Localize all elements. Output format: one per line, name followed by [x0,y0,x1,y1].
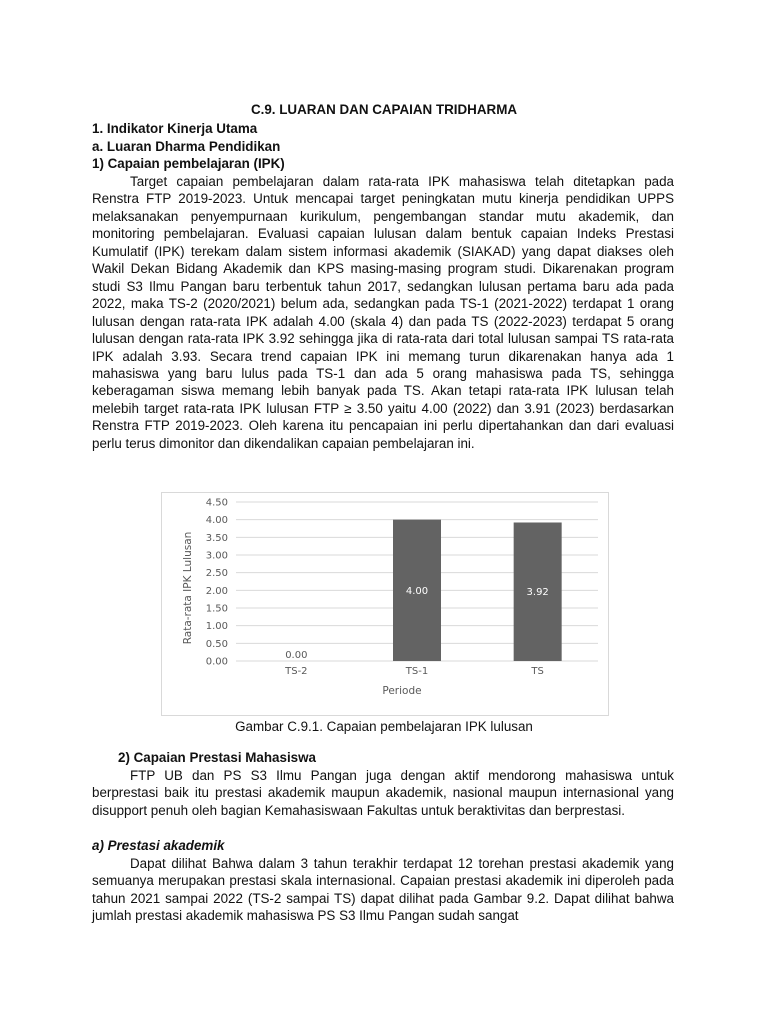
heading-indikator-kinerja: 1. Indikator Kinerja Utama [92,121,258,136]
chart-x-ticks [284,666,544,677]
x-tick-label: TS-2 [285,666,308,677]
paragraph-akademik [92,855,674,925]
data-label: 3.92 [526,587,549,599]
heading-capaian-pembelajaran: 1) Capaian pembelajaran (IPK) [92,156,285,171]
y-tick-label: 1.50 [205,603,228,615]
x-tick-label: TS [531,666,544,677]
y-axis-title: Rata-rata IPK Lulusan [182,531,194,645]
data-label: 4.00 [405,585,429,597]
section-title: C.9. LUARAN DAN CAPAIAN TRIDHARMA [250,102,518,117]
paragraph-prestasi-text: FTP UB dan PS S3 Ilmu Pangan juga dengan aktif mendorong mahasiswa untuk berprestasi baik itu prestasi akademik maupun akademik, nasional maupun internasional yang disupport penuh oleh bagian Kemahasiswaan Fakultas untuk beraktivitas dan berprestasi. [92,768,674,818]
data-label: 0.00 [285,650,308,661]
figure-caption: Gambar C.9.1. Capaian pembelajaran IPK lulusan [235,719,533,734]
chart-y-ticks [206,498,228,668]
y-tick-label: 0.50 [205,638,228,650]
x-axis-title: Periode [382,685,422,697]
heading-capaian-prestasi: 2) Capaian Prestasi Mahasiswa [118,750,316,765]
y-tick-label: 4.50 [205,497,228,509]
y-tick-label: 2.00 [205,585,228,597]
heading-prestasi-akademik: a) Prestasi akademik [92,838,225,853]
ipk-chart [161,492,609,716]
y-tick-label: 4.00 [205,515,228,527]
y-tick-label: 2.50 [205,568,228,580]
paragraph-akademik-text: Dapat dilihat Bahwa dalam 3 tahun terakhir terdapat 12 torehan prestasi akademik yang semuanya merupakan prestasi skala internasional. Capaian prestasi akademik ini diperoleh pada tahun 2021 sampai 2022 (TS-2 sampai TS) dapat dilihat pada Gambar 9.2. Dapat dilihat bahwa jumlah prestasi akademik mahasiswa PS S3 Ilmu Pangan sudah sangat [92,856,674,924]
y-tick-label: 0.00 [205,656,228,668]
ipk-chart-svg [162,493,608,715]
paragraph-ipk [92,173,674,452]
heading-luaran-dharma-pendidikan: a. Luaran Dharma Pendidikan [92,139,281,154]
paragraph-prestasi [92,767,674,819]
x-tick-label: TS-1 [405,666,429,677]
y-tick-label: 3.50 [205,532,228,544]
paragraph-ipk-text: Target capaian pembelajaran dalam rata-rata IPK mahasiswa telah ditetapkan pada Renstra FTP 2019-2023. Untuk mencapai target peningkatan mutu kinerja pendidikan UPPS melaksanakan penyempurnaan kurikulum, pengembangan standar mutu akademik, dan monitoring pembelajaran. Evaluasi capaian lulusan dalam bentuk capaian Indeks Prestasi Kumulatif (IPK) terekam dalam sistem informasi akademik (SIAKAD) yang dapat diakses oleh Wakil Dekan Bidang Akademik dan KPS masing-masing program studi. Dikarenakan program studi S3 Ilmu Pangan baru terbentuk tahun 2017, sedangkan lulusan pertama baru ada pada 2022, maka TS-2 (2020/2021) belum ada, sedangkan pada TS-1 (2021-2022) terdapat 1 orang lulusan dengan rata-rata IPK adalah 4.00 (skala 4) dan pada TS (2022-2023) terdapat 5 orang lulusan dengan rata-rata IPK 3.92 sehingga jika di rata-rata dari total lulusan sampai TS rata-rata IPK adalah 3.93. Secara trend capaian IPK ini memang turun dikarenakan hanya ada 1 mahasiswa yang baru lulus pada TS-1 dan ada 5 orang mahasiswa pada TS, sehingga keberagaman siswa memang lebih banyak pada TS. Akan tetapi rata-rata IPK lulusan telah melebih target rata-rata IPK lulusan FTP ≥ 3.50 yaitu 4.00 (2022) dan 3.91 (2023) berdasarkan Renstra FTP 2019-2023. Oleh karena itu pencapaian ini perlu dipertahankan dan dari evaluasi perlu terus dimonitor dan dikendalikan capaian pembelajaran ini. [92,174,674,451]
y-tick-label: 3.00 [205,550,228,562]
y-tick-label: 1.00 [205,621,228,633]
